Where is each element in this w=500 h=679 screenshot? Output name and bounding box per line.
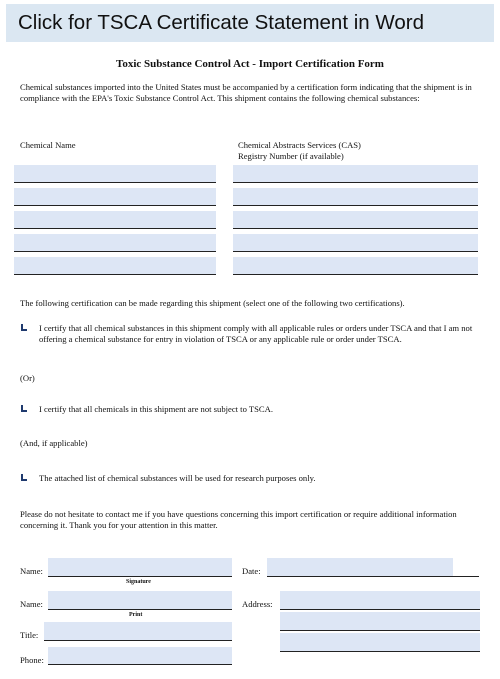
- contact-paragraph: Please do not hesitate to contact me if you have questions concerning this import certification or require additional information concerning it. Thank you for your attention in this matter.: [20, 509, 457, 530]
- address-field-bg-1: [280, 591, 480, 609]
- cas-number-field-5[interactable]: [233, 257, 478, 275]
- cas-number-field-4[interactable]: [233, 234, 478, 252]
- chemical-name-header: Chemical Name: [20, 140, 76, 150]
- address-field-bg-3: [280, 633, 480, 651]
- address-field-line-1[interactable]: [280, 609, 480, 610]
- print-name-field[interactable]: [48, 609, 232, 610]
- phone-field-bg: [48, 647, 232, 664]
- address-label: Address:: [242, 599, 273, 609]
- date-field[interactable]: [267, 576, 479, 577]
- form-title: Toxic Substance Control Act - Import Certification Form: [116, 58, 384, 70]
- name-signature-label: Name:: [20, 566, 43, 576]
- word-download-link[interactable]: Click for TSCA Certificate Statement in Word: [6, 4, 494, 42]
- research-purposes-checkbox[interactable]: [21, 474, 27, 481]
- address-field-bg-2: [280, 612, 480, 630]
- signature-field-bg: [48, 558, 232, 576]
- certification-intro: The following certification can be made regarding this shipment (select one of the following two certifications).: [20, 298, 405, 308]
- signature-caption: Signature: [126, 579, 151, 585]
- and-if-applicable-text: (And, if applicable): [20, 438, 88, 448]
- address-field-line-3[interactable]: [280, 651, 480, 652]
- or-text: (Or): [20, 373, 35, 383]
- chemical-name-field-4[interactable]: [14, 234, 216, 252]
- cas-number-header: [238, 140, 361, 161]
- certify-compliance-checkbox[interactable]: [21, 324, 27, 331]
- research-purposes-text: The attached list of chemical substances will be used for research purposes only.: [39, 473, 316, 483]
- intro-paragraph: Chemical substances imported into the United States must be accompanied by a certification form indicating that the shipment is in compliance with the EPA's Toxic Substance Control Act. This shipment contains the following chemical substances:: [20, 82, 472, 103]
- address-field-line-2[interactable]: [280, 630, 480, 631]
- cas-number-field-1[interactable]: [233, 165, 478, 183]
- print-name-field-bg: [48, 591, 232, 609]
- certify-compliance-text: I certify that all chemical substances in this shipment comply with all applicable rules or orders under TSCA and that I am not offering a chemical substance for entry in violation of TSCA or any applicable rule or order under TSCA.: [39, 323, 473, 344]
- chemical-name-field-2[interactable]: [14, 188, 216, 206]
- chemical-name-field-3[interactable]: [14, 211, 216, 229]
- title-label: Title:: [20, 630, 39, 640]
- phone-field[interactable]: [48, 664, 232, 665]
- cas-number-field-3[interactable]: [233, 211, 478, 229]
- print-caption: Print: [129, 612, 143, 618]
- title-field-bg: [44, 622, 232, 640]
- chemical-name-field-1[interactable]: [14, 165, 216, 183]
- certify-not-subject-checkbox[interactable]: [21, 405, 27, 412]
- cas-header-line1: Chemical Abstracts Services (CAS): [238, 140, 361, 150]
- date-field-bg: [267, 558, 453, 576]
- signature-field[interactable]: [48, 576, 232, 577]
- name-print-label: Name:: [20, 599, 43, 609]
- date-label: Date:: [242, 566, 261, 576]
- cas-header-line2: Registry Number (if available): [238, 150, 344, 161]
- chemical-name-field-5[interactable]: [14, 257, 216, 275]
- title-field[interactable]: [44, 640, 232, 641]
- certify-not-subject-text: I certify that all chemicals in this shipment are not subject to TSCA.: [39, 404, 273, 414]
- phone-label: Phone:: [20, 655, 44, 665]
- cas-number-field-2[interactable]: [233, 188, 478, 206]
